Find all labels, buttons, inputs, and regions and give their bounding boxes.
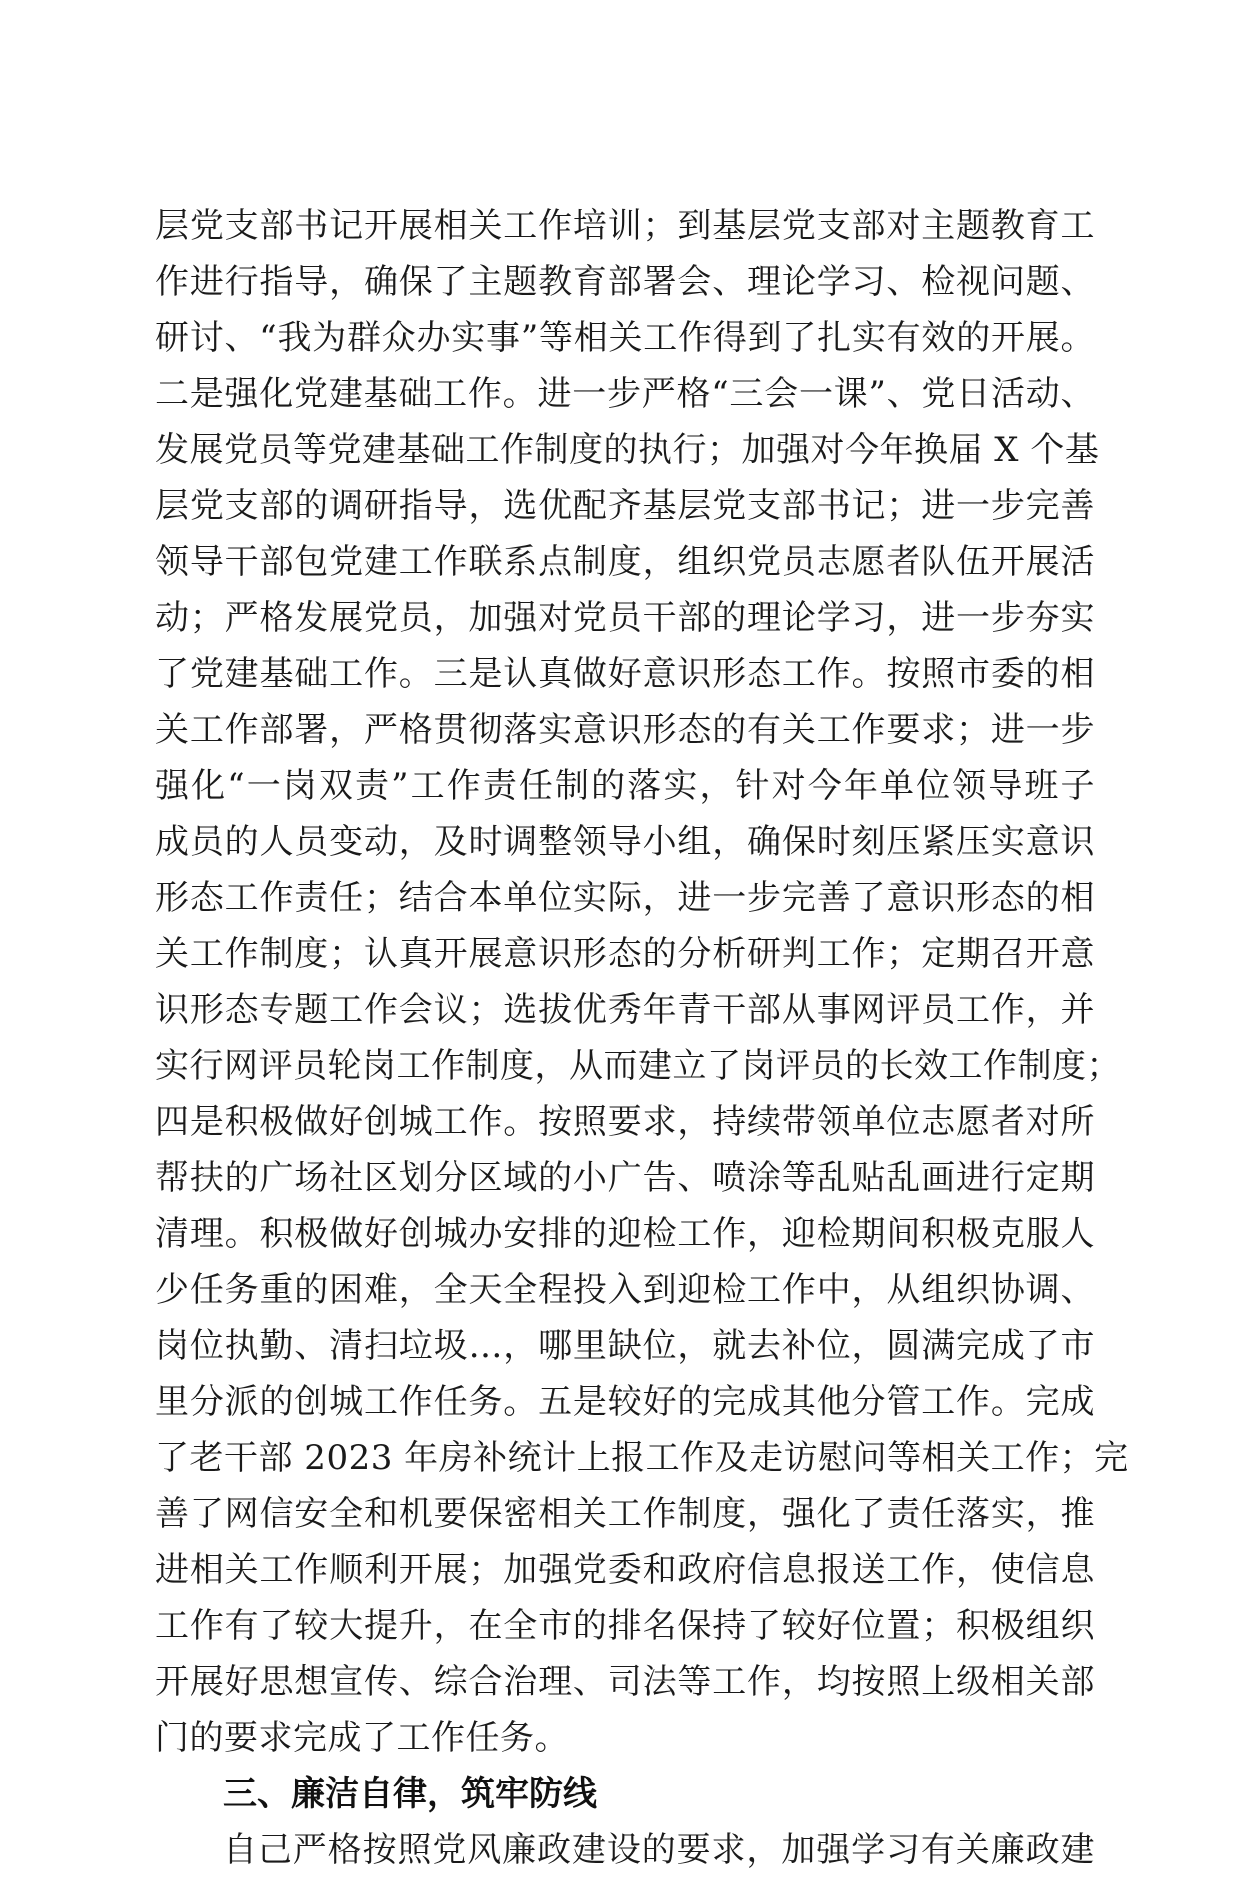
body-line-12: 成员的人员变动，及时调整领导小组，确保时刻压紧压实意识 — [155, 822, 1095, 862]
body-line-8: 动；严格发展党员，加强对党员干部的理论学习，进一步夯实 — [155, 598, 1095, 638]
body-line-11: 强化“一岗双责”工作责任制的落实，针对今年单位领导班子 — [155, 766, 1095, 806]
body-line-27: 开展好思想宣传、综合治理、司法等工作，均按照上级相关部 — [155, 1662, 1095, 1702]
body-line-2: 作进行指导，确保了主题教育部署会、理论学习、检视问题、 — [155, 262, 1095, 302]
body-line-17: 四是积极做好创城工作。按照要求，持续带领单位志愿者对所 — [155, 1102, 1095, 1142]
body-line-21: 岗位执勤、清扫垃圾…，哪里缺位，就去补位，圆满完成了市 — [155, 1326, 1095, 1366]
body-line-10: 关工作部署，严格贯彻落实意识形态的有关工作要求；进一步 — [155, 710, 1095, 750]
body-line-19: 清理。积极做好创城办安排的迎检工作，迎检期间积极克服人 — [155, 1214, 1095, 1254]
body-line-14: 关工作制度；认真开展意识形态的分析研判工作；定期召开意 — [155, 934, 1095, 974]
section-first-line: 自己严格按照党风廉政建设的要求，加强学习有关廉政建 — [223, 1830, 1095, 1870]
body-line-7: 领导干部包党建工作联系点制度，组织党员志愿者队伍开展活 — [155, 542, 1095, 582]
body-line-16: 实行网评员轮岗工作制度，从而建立了岗评员的长效工作制度； — [155, 1046, 1121, 1086]
body-line-24: 善了网信安全和机要保密相关工作制度，强化了责任落实，推 — [155, 1494, 1095, 1534]
body-line-13: 形态工作责任；结合本单位实际，进一步完善了意识形态的相 — [155, 878, 1095, 918]
body-line-26: 工作有了较大提升，在全市的排名保持了较好位置；积极组织 — [155, 1606, 1095, 1646]
body-line-28: 门的要求完成了工作任务。 — [155, 1718, 569, 1758]
body-line-22: 里分派的创城工作任务。五是较好的完成其他分管工作。完成 — [155, 1382, 1095, 1422]
body-line-15: 识形态专题工作会议；选拔优秀年青干部从事网评员工作，并 — [155, 990, 1095, 1030]
body-line-5: 发展党员等党建基础工作制度的执行；加强对今年换届 X 个基 — [155, 430, 1100, 470]
body-line-4: 二是强化党建基础工作。进一步严格“三会一课”、党日活动、 — [155, 374, 1095, 414]
section-heading: 三、廉洁自律，筑牢防线 — [223, 1774, 597, 1814]
body-line-9: 了党建基础工作。三是认真做好意识形态工作。按照市委的相 — [155, 654, 1095, 694]
document-body — [155, 198, 1129, 1878]
body-line-6: 层党支部的调研指导，选优配齐基层党支部书记；进一步完善 — [155, 486, 1095, 526]
body-line-1: 层党支部书记开展相关工作培训；到基层党支部对主题教育工 — [155, 206, 1095, 246]
body-line-25: 进相关工作顺利开展；加强党委和政府信息报送工作，使信息 — [155, 1550, 1095, 1590]
body-line-3: 研讨、“我为群众办实事”等相关工作得到了扎实有效的开展。 — [155, 318, 1095, 358]
body-line-18: 帮扶的广场社区划分区域的小广告、喷涂等乱贴乱画进行定期 — [155, 1158, 1095, 1198]
body-line-20: 少任务重的困难，全天全程投入到迎检工作中，从组织协调、 — [155, 1270, 1095, 1310]
body-line-23: 了老干部 2023 年房补统计上报工作及走访慰问等相关工作；完 — [155, 1438, 1129, 1478]
